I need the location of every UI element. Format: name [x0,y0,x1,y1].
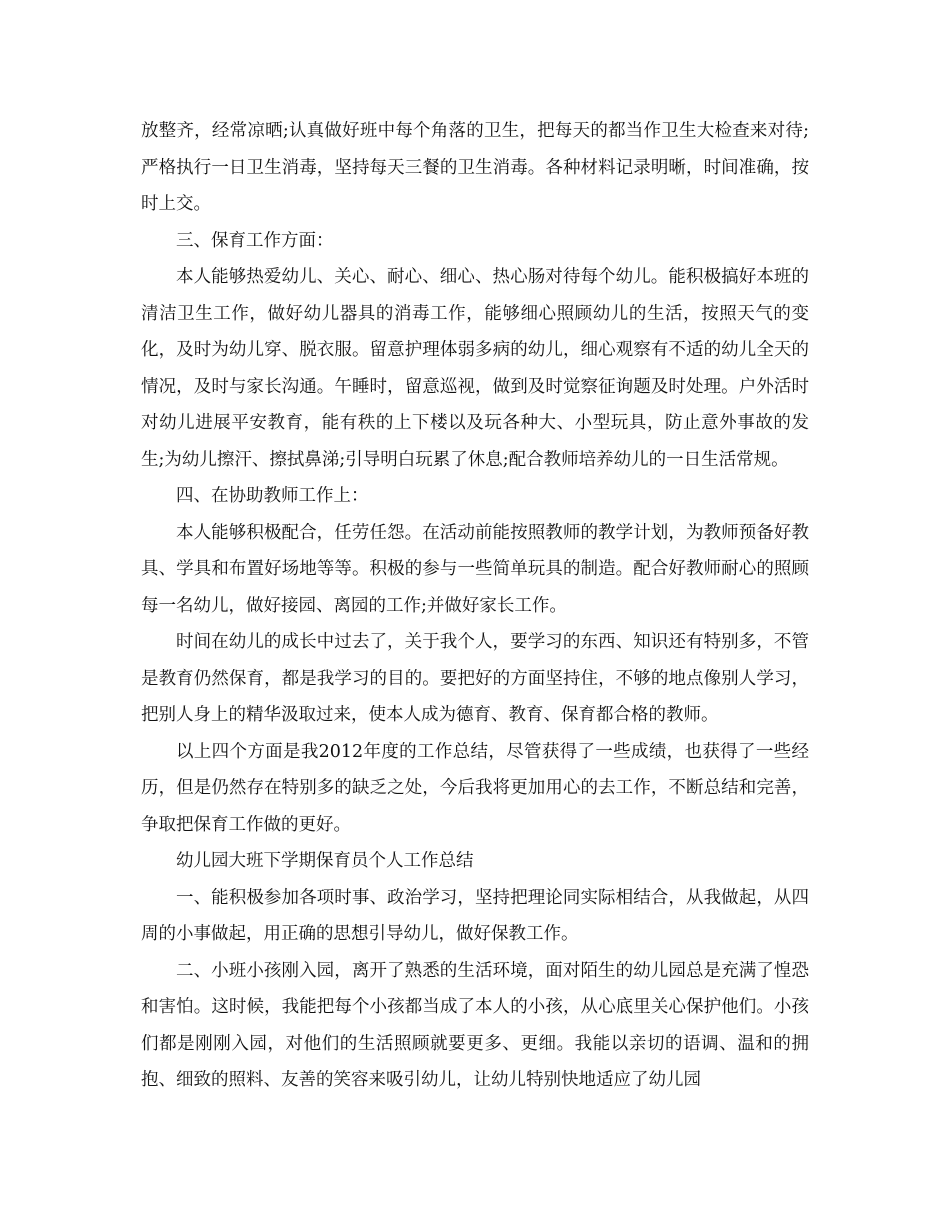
document-subtitle: 幼儿园大班下学期保育员个人工作总结 [176,851,474,871]
paragraph: 以上四个方面是我2012年度的工作总结，尽管获得了一些成绩，也获得了一些经历，但是仍然存在特别多的缺乏之处，今后我将更加用心的去工作，不断总结和完善，争取把保育工作做的更好。 [141,741,809,835]
document-body [141,113,809,1099]
paragraph: 一、能积极参加各项时事、政治学习，坚持把理论同实际相结合，从我做起，从四周的小事做起，用正确的思想引导幼儿，做好保教工作。 [141,887,809,944]
paragraph-continued: 放整齐，经常凉晒;认真做好班中每个角落的卫生，把每天的都当作卫生大检查来对待;严格执行一日卫生消毒，坚持每天三餐的卫生消毒。各种材料记录明晰，时间准确，按时上交。 [141,121,809,214]
section-heading-assist-teacher: 四、在协助教师工作上： [176,486,369,506]
section-heading-childcare: 三、保育工作方面： [176,230,334,251]
paragraph: 本人能够热爱幼儿、关心、耐心、细心、热心肠对待每个幼儿。能积极搞好本班的清洁卫生工作，做好幼儿器具的消毒工作，能够细心照顾幼儿的生活，按照天气的变化，及时为幼儿穿、脱衣服。留意护理体弱多病的幼儿，细心观察有不适的幼儿全天的情况，及时与家长沟通。午睡时，留意巡视，做到及时觉察征询题及时处理。户外活时对幼儿进展平安教育，能有秩的上下楼以及玩各种大、小型玩具，防止意外事故的发生;为幼儿擦汗、擦拭鼻涕;引导明白玩累了休息;配合教师培养幼儿的一日生活常规。 [141,267,809,470]
paragraph: 本人能够积极配合，任劳任怨。在活动前能按照教师的教学计划，为教师预备好教具、学具和布置好场地等等。积极的参与一些简单玩具的制造。配合好教师耐心的照顾每一名幼儿，做好接园、离园的工作;并做好家长工作。 [141,522,809,616]
paragraph: 时间在幼儿的成长中过去了，关于我个人，要学习的东西、知识还有特别多，不管是教育仍然保育，都是我学习的目的。要把好的方面坚持住，不够的地点像别人学习，把别人身上的精华汲取过来，使本人成为德育、教育、保育都合格的教师。 [141,632,809,725]
paragraph: 二、小班小孩刚入园，离开了熟悉的生活环境，面对陌生的幼儿园总是充满了惶恐和害怕。这时候，我能把每个小孩都当成了本人的小孩，从心底里关心保护他们。小孩们都是刚刚入园，对他们的生活照顾就要更多、更细。我能以亲切的语调、温和的拥抱、细致的照料、友善的笑容来吸引幼儿，让幼儿特别快地适应了幼儿园 [141,960,809,1090]
